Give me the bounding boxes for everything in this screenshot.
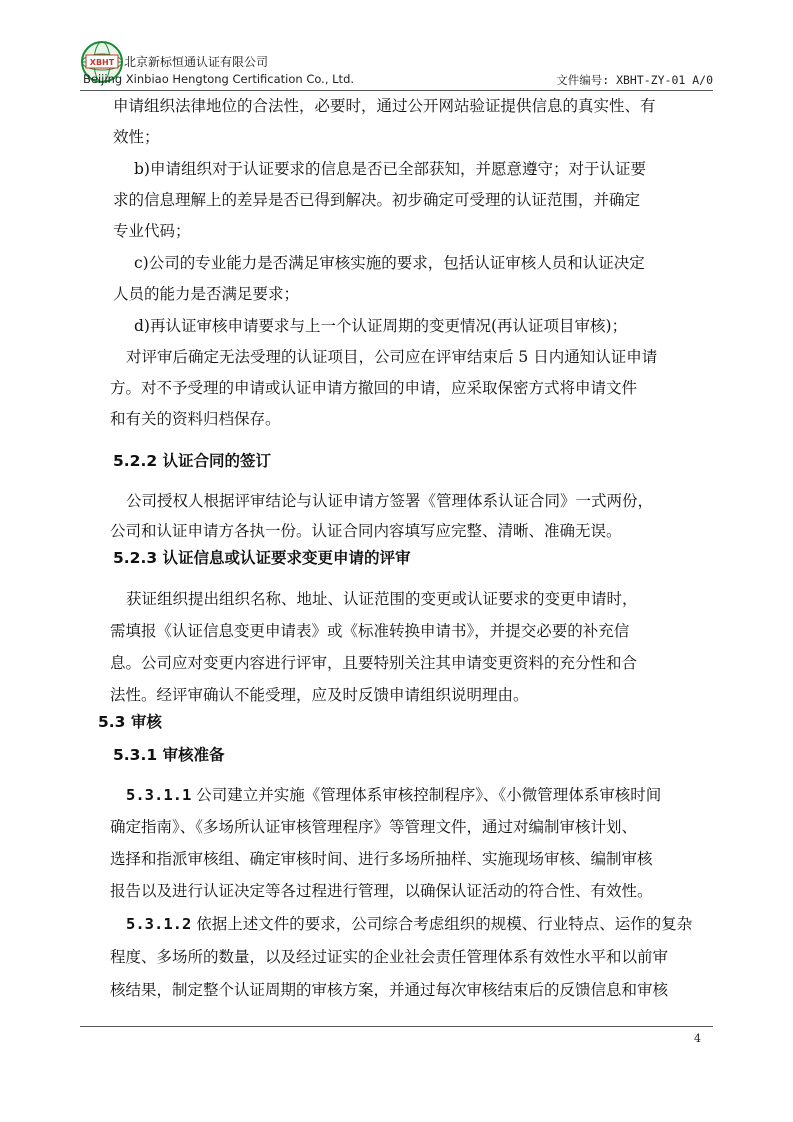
- paragraph-line: 公司授权人根据评审结论与认证申请方签署《管理体系认证合同》一式两份，: [126, 492, 654, 510]
- paragraph-line: 专业代码；: [113, 222, 191, 240]
- paragraph-line: 选择和指派审核组、确定审核时间、进行多场所抽样、实施现场审核、编制审核: [110, 850, 653, 868]
- paragraph-line: [126, 914, 692, 934]
- paragraph-line: 确定指南》、《多场所认证审核管理程序》等管理文件，通过对编制审核计划、: [110, 818, 638, 836]
- paragraph-line: 申请组织法律地位的合法性，必要时，通过公开网站验证提供信息的真实性、有: [113, 97, 656, 115]
- section-heading-5-2-3: 5.2.3 认证信息或认证要求变更申请的评审: [113, 549, 411, 567]
- paragraph-line: 法性。经评审确认不能受理，应及时反馈申请组织说明理由。: [110, 686, 529, 704]
- page-number: 4: [694, 1032, 701, 1045]
- paragraph-line: d)再认证审核申请要求与上一个认证周期的变更情况(再认证项目审核)；: [134, 317, 628, 335]
- footer-divider: [80, 1026, 713, 1027]
- paragraph-line: 程度、多场所的数量，以及经过证实的企业社会责任管理体系有效性水平和以前审: [110, 948, 669, 966]
- section-heading-5-3-1: 5.3.1 审核准备: [113, 746, 225, 764]
- paragraph-line: c)公司的专业能力是否满足审核实施的要求，包括认证审核人员和认证决定: [134, 254, 645, 272]
- page-header: [80, 40, 713, 92]
- company-name-en: Beijing Xinbiao Hengtong Certification Co., Ltd.: [83, 72, 355, 86]
- logo-text: XBHT: [89, 58, 115, 67]
- paragraph-line: 公司和认证申请方各执一份。认证合同内容填写应完整、清晰、准确无误。: [110, 522, 622, 540]
- section-heading-5-2-2: 5.2.2 认证合同的签订: [113, 452, 272, 470]
- paragraph-line: 方。对不予受理的申请或认证申请方撤回的申请，应采取保密方式将申请文件: [110, 379, 638, 397]
- clause-number: 5.3.1.2: [126, 915, 192, 933]
- clause-text: 公司建立并实施《管理体系审核控制程序》、《小微管理体系审核时间: [191, 786, 662, 804]
- paragraph-line: 报告以及进行认证决定等各过程进行管理，以确保认证活动的符合性、有效性。: [110, 882, 653, 900]
- section-heading-5-3: 5.3 审核: [98, 713, 162, 731]
- paragraph-line: [126, 785, 661, 805]
- paragraph-line: 人员的能力是否满足要求；: [113, 285, 300, 303]
- paragraph-line: 和有关的资料归档保存。: [110, 410, 281, 428]
- paragraph-line: 效性；: [113, 128, 160, 146]
- paragraph-line: 核结果，制定整个认证周期的审核方案，并通过每次审核结束后的反馈信息和审核: [110, 981, 669, 999]
- paragraph-line: 求的信息理解上的差异是否已得到解决。初步确定可受理的认证范围，并确定: [113, 191, 641, 209]
- paragraph-line: 获证组织提出组织名称、地址、认证范围的变更或认证要求的变更申请时，: [126, 590, 638, 608]
- clause-text: 依据上述文件的要求，公司综合考虑组织的规模、行业特点、运作的复杂: [191, 915, 693, 933]
- header-divider: [80, 90, 713, 91]
- paragraph-line: 需填报《认证信息变更申请表》或《标准转换申请书》，并提交必要的补充信: [110, 622, 630, 640]
- paragraph-line: 对评审后确定无法受理的认证项目，公司应在评审结束后 5 日内通知认证申请: [126, 348, 658, 366]
- clause-number: 5.3.1.1: [126, 786, 192, 804]
- paragraph-line: 息。公司应对变更内容进行评审，且要特别关注其申请变更资料的充分性和合: [110, 654, 638, 672]
- paragraph-line: b)申请组织对于认证要求的信息是否已全部获知，并愿意遵守；对于认证要: [134, 160, 646, 178]
- document-number: 文件编号: XBHT-ZY-01 A/0: [556, 73, 713, 87]
- company-name-cn: 北京新标恒通认证有限公司: [124, 55, 269, 69]
